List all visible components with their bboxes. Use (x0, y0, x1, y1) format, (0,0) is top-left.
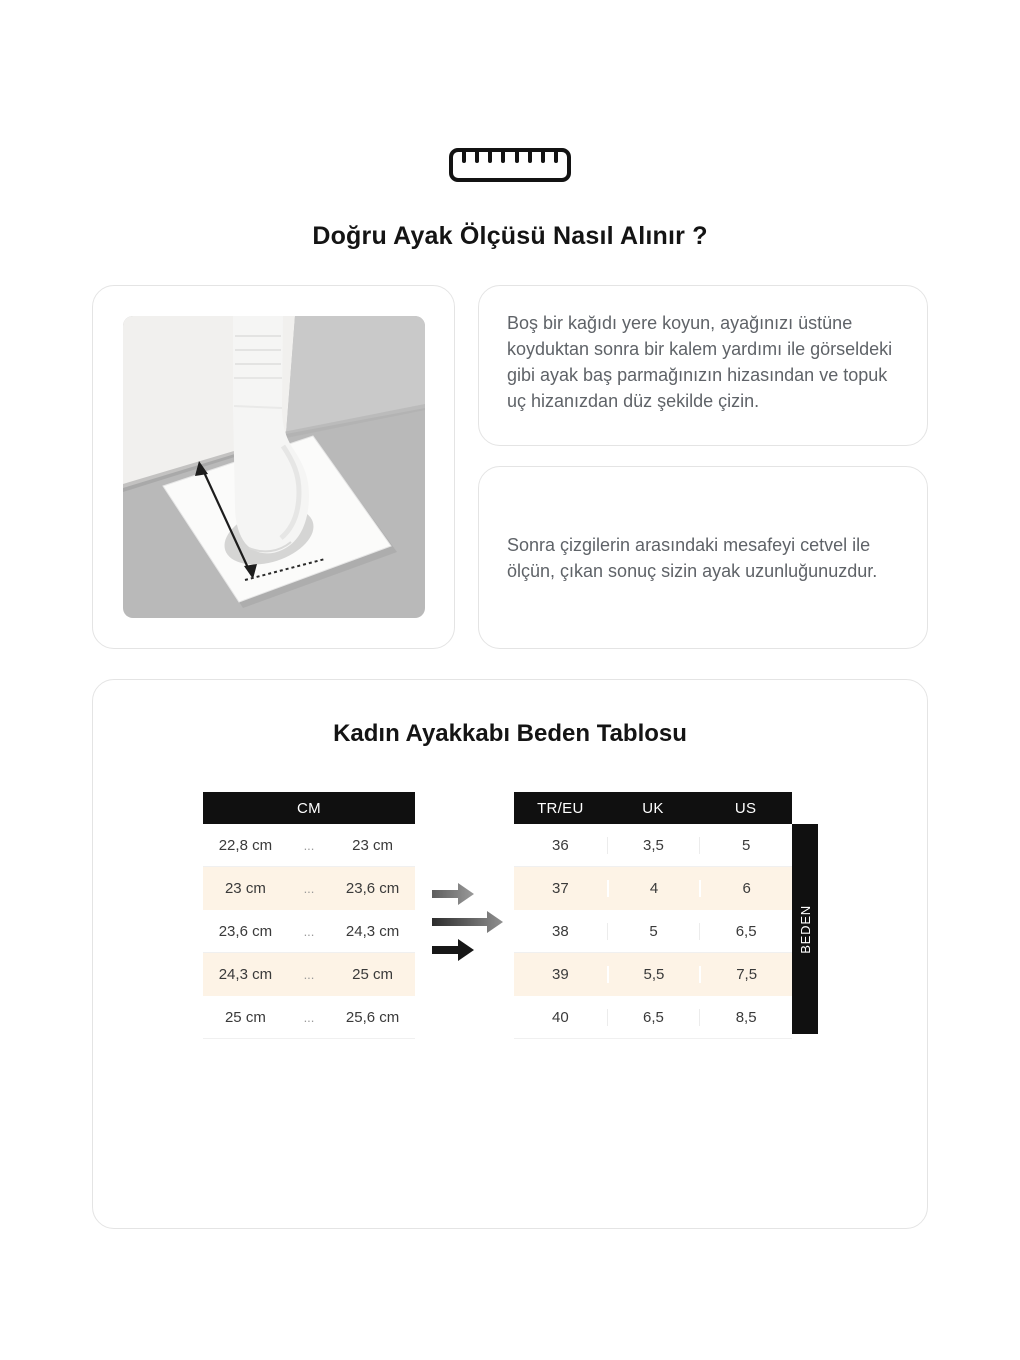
instruction-card-2 (478, 466, 928, 649)
ruler-tick (554, 152, 558, 163)
cm-from-value: 25 cm (224, 1008, 266, 1026)
cm-to-value: 25 cm (352, 965, 394, 983)
ruler-tick (501, 152, 505, 163)
treu-value: 37 (551, 879, 569, 897)
cm-from-value: 23 cm (224, 879, 266, 897)
transfer-arrows-icon (431, 882, 505, 962)
cm-from-value: 24,3 cm (218, 965, 273, 983)
eu-table-row (514, 953, 792, 996)
uk-value: 6,5 (607, 1009, 700, 1026)
cm-table (203, 792, 415, 1039)
header-cell-treu: TR/EU (537, 799, 584, 817)
size-guide-page (92, 0, 928, 1229)
eu-table-row (514, 996, 792, 1039)
cm-to-value: 25,6 cm (345, 1008, 400, 1026)
ruler-icon-wrap (92, 148, 928, 182)
howto-section (92, 285, 928, 649)
eu-table-row (514, 910, 792, 953)
cm-table-row (203, 953, 415, 996)
cm-to-value: 24,3 cm (345, 922, 400, 940)
ruler-tick (462, 152, 466, 163)
cm-table-header: CM (203, 792, 415, 824)
us-value: 8,5 (699, 1009, 792, 1026)
us-value: 5 (699, 837, 792, 854)
ruler-tick (475, 152, 479, 163)
range-separator: ... (303, 837, 315, 853)
treu-value: 38 (551, 922, 569, 940)
instructions-column (478, 285, 928, 649)
eu-table-row (514, 867, 792, 910)
size-table-title: Kadın Ayakkabı Beden Tablosu (333, 720, 687, 747)
uk-value: 5 (607, 923, 700, 940)
page-title: Doğru Ayak Ölçüsü Nasıl Alınır ? (312, 222, 708, 250)
uk-value: 4 (607, 880, 700, 897)
eu-size-table (514, 792, 792, 1039)
cm-from-value: 22,8 cm (218, 836, 273, 854)
cm-table-row (203, 867, 415, 910)
eu-table-row (514, 824, 792, 867)
range-separator: ... (303, 880, 315, 896)
size-table-card (92, 679, 928, 1229)
us-value: 6 (699, 880, 792, 897)
foot-photo-card (92, 285, 455, 649)
ruler-icon (449, 148, 571, 182)
uk-value: 3,5 (607, 837, 700, 854)
foot-measurement-photo (123, 316, 425, 618)
ruler-tick (488, 152, 492, 163)
range-separator: ... (303, 1009, 315, 1025)
eu-table-header-row (514, 792, 792, 824)
ruler-tick (528, 152, 532, 163)
ruler-tick (515, 152, 519, 163)
cm-table-row (203, 996, 415, 1039)
cm-table-row (203, 910, 415, 953)
treu-value: 39 (551, 965, 569, 983)
cm-to-value: 23,6 cm (345, 879, 400, 897)
cm-table-row (203, 824, 415, 867)
treu-value: 40 (551, 1008, 569, 1026)
range-separator: ... (303, 966, 315, 982)
cm-from-value: 23,6 cm (218, 922, 273, 940)
treu-value: 36 (551, 836, 569, 854)
instruction-step-2-text: Sonra çizgilerin arasındaki mesafeyi cetvel ile ölçün, çıkan sonuç sizin ayak uzunluğunuzdur. (507, 534, 878, 581)
us-value: 6,5 (699, 923, 792, 940)
header-cell-uk: UK (642, 799, 664, 817)
cm-to-value: 23 cm (352, 836, 394, 854)
ruler-tick (541, 152, 545, 163)
transfer-arrows-box (415, 792, 514, 967)
us-value: 7,5 (699, 966, 792, 983)
beden-side-bar (792, 824, 818, 1034)
instruction-step-1-text: Boş bir kağıdı yere koyun, ayağınızı üstüne koyduktan sonra bir kalem yardımı ile görseldeki gibi ayak baş parmağınızın hizasından ve topuk uç hizanızdan düz şekilde çizin. (507, 313, 893, 411)
size-tables-row (203, 792, 927, 1039)
uk-value: 5,5 (607, 966, 700, 983)
range-separator: ... (303, 923, 315, 939)
header-cell-us: US (734, 799, 757, 817)
foot-photo-illustration (123, 316, 425, 618)
beden-label: BEDEN (797, 904, 813, 954)
instruction-card-1 (478, 285, 928, 446)
